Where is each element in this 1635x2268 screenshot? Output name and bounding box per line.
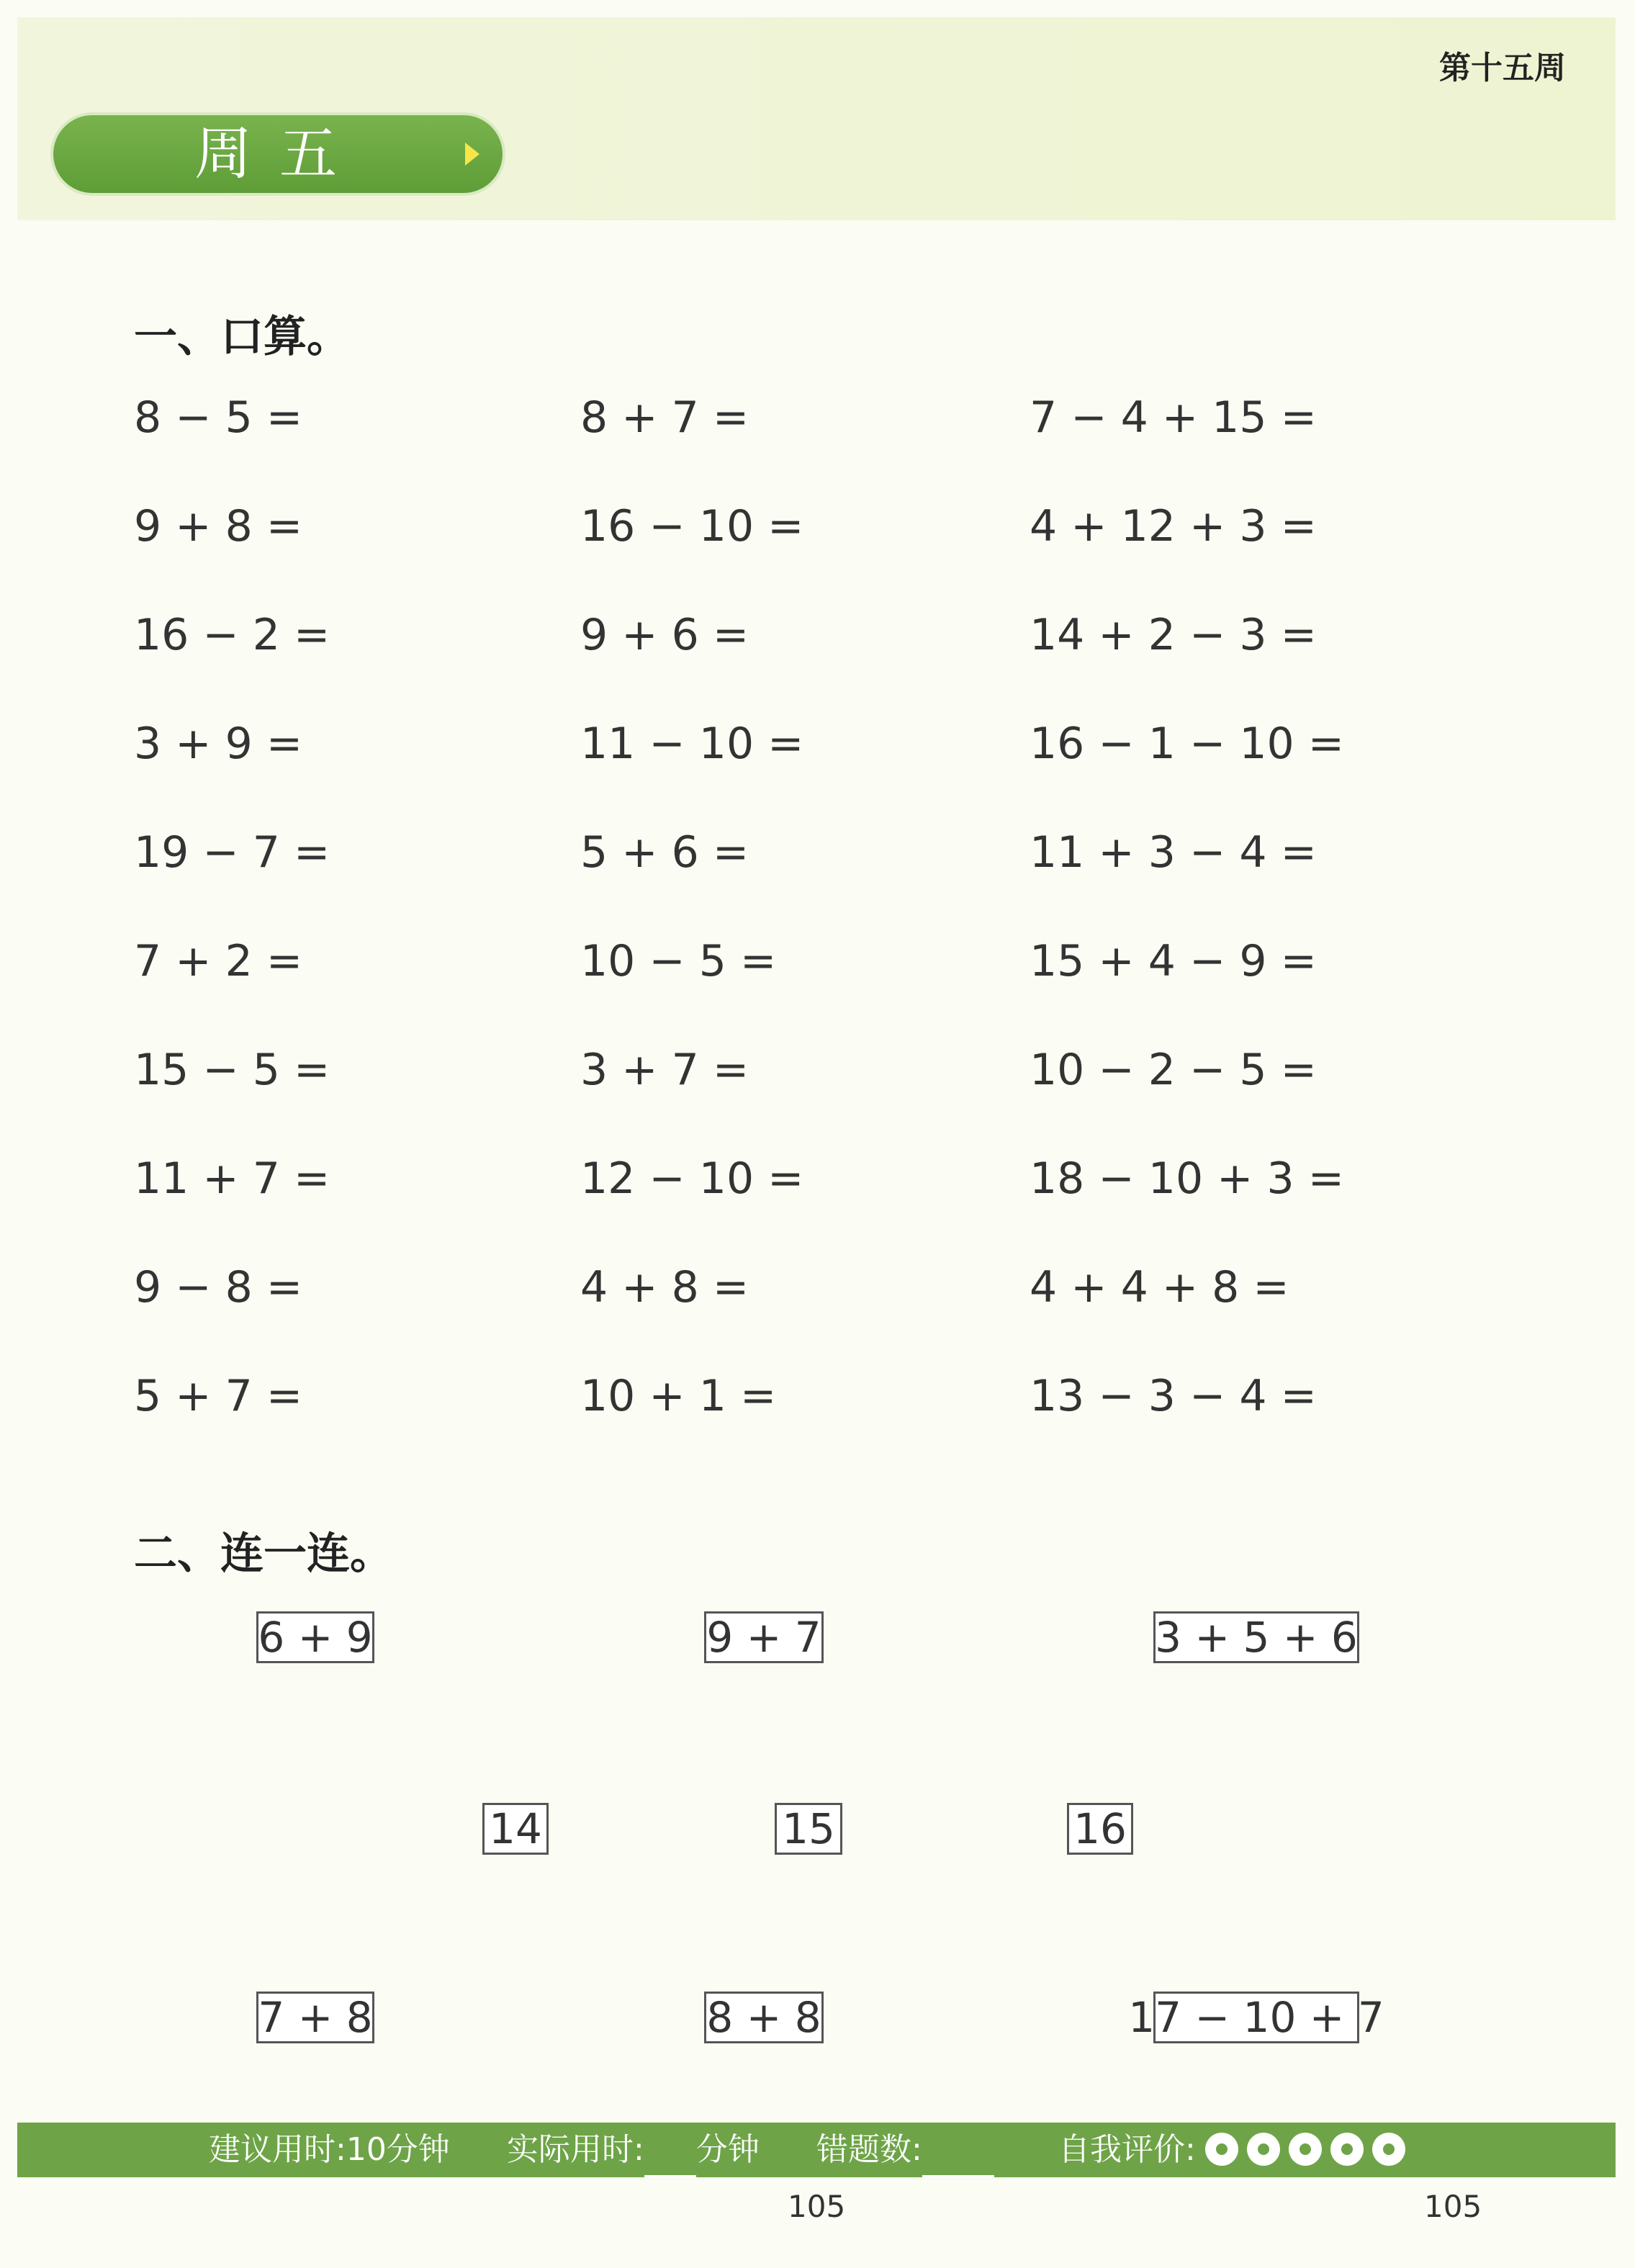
self-evaluation-flowers (1205, 2133, 1405, 2166)
equation-c2-r5: 5 + 6 = (580, 827, 749, 878)
flower-icon[interactable] (1372, 2133, 1405, 2166)
section-title-mental-math: 一、口算。 (134, 312, 350, 362)
equation-c1-r8: 11 + 7 = (134, 1153, 330, 1204)
equation-c2-r10: 10 + 1 = (580, 1371, 777, 1421)
equation-c3-r5: 11 + 3 − 4 = (1030, 827, 1317, 878)
actual-time (507, 2123, 760, 2177)
equation-c3-r8: 18 − 10 + 3 = (1030, 1153, 1345, 1204)
footer-band (17, 2123, 1616, 2177)
flower-icon[interactable] (1247, 2133, 1280, 2166)
equation-c2-r2: 16 − 10 = (580, 501, 804, 552)
equation-c2-r6: 10 − 5 = (580, 936, 777, 986)
match-top-box-3[interactable]: 3 + 5 + 6 (1153, 1611, 1359, 1663)
match-bottom-box-2[interactable]: 8 + 8 (704, 1992, 824, 2043)
match-middle-box-1[interactable]: 14 (482, 1803, 549, 1855)
equation-c1-r3: 16 − 2 = (134, 610, 330, 660)
equation-c2-r4: 11 − 10 = (580, 719, 804, 769)
equation-c1-r2: 9 + 8 = (134, 501, 303, 552)
equation-c3-r4: 16 − 1 − 10 = (1030, 719, 1345, 769)
match-middle-box-2[interactable]: 15 (775, 1803, 842, 1855)
equation-c3-r7: 10 − 2 − 5 = (1030, 1045, 1317, 1095)
match-top-box-2[interactable]: 9 + 7 (704, 1611, 824, 1663)
equation-c2-r8: 12 − 10 = (580, 1153, 804, 1204)
day-title: 周五 (194, 120, 364, 187)
equation-c1-r10: 5 + 7 = (134, 1371, 303, 1421)
match-bottom-box-3[interactable]: 17 − 10 + 7 (1128, 1993, 1384, 2042)
page-number-center: 105 (788, 2189, 846, 2224)
equation-c3-r6: 15 + 4 − 9 = (1030, 936, 1317, 986)
equation-c2-r7: 3 + 7 = (580, 1045, 749, 1095)
actual-time-label: 实际用时: (507, 2131, 644, 2168)
equation-c3-r2: 4 + 12 + 3 = (1030, 501, 1317, 552)
match-middle-box-3[interactable]: 16 (1067, 1803, 1133, 1855)
flower-icon[interactable] (1205, 2133, 1238, 2166)
actual-time-blank[interactable] (644, 2139, 696, 2177)
match-bottom-box-1[interactable]: 7 + 8 (256, 1992, 374, 2043)
error-count-label: 错题数: (816, 2131, 922, 2168)
page-number-right: 105 (1424, 2189, 1482, 2224)
equation-c1-r5: 19 − 7 = (134, 827, 330, 878)
week-label: 第十五周 (1439, 50, 1566, 86)
suggested-time: 建议用时:10分钟 (209, 2131, 450, 2168)
equation-c3-r9: 4 + 4 + 8 = (1030, 1262, 1289, 1313)
actual-time-unit: 分钟 (695, 2131, 760, 2168)
equation-c3-r1: 7 − 4 + 15 = (1030, 392, 1317, 443)
equation-c3-r10: 13 − 3 − 4 = (1030, 1371, 1317, 1421)
equation-c3-r3: 14 + 2 − 3 = (1030, 610, 1317, 660)
section-title-matching: 二、连一连。 (134, 1529, 393, 1579)
triangle-arrow-icon (465, 143, 479, 166)
equation-c1-r4: 3 + 9 = (134, 719, 303, 769)
day-banner (53, 115, 503, 193)
self-evaluation-label: 自我评价: (1058, 2131, 1196, 2168)
equation-c1-r9: 9 − 8 = (134, 1262, 303, 1313)
match-top-box-1[interactable]: 6 + 9 (256, 1611, 374, 1663)
equation-c1-r7: 15 − 5 = (134, 1045, 330, 1095)
error-count (816, 2123, 994, 2177)
equation-c1-r6: 7 + 2 = (134, 936, 303, 986)
equation-c2-r9: 4 + 8 = (580, 1262, 749, 1313)
flower-icon[interactable] (1330, 2133, 1364, 2166)
equation-c2-r3: 9 + 6 = (580, 610, 749, 660)
error-count-blank[interactable] (922, 2139, 994, 2177)
equation-c1-r1: 8 − 5 = (134, 392, 303, 443)
equation-c2-r1: 8 + 7 = (580, 392, 749, 443)
flower-icon[interactable] (1289, 2133, 1322, 2166)
